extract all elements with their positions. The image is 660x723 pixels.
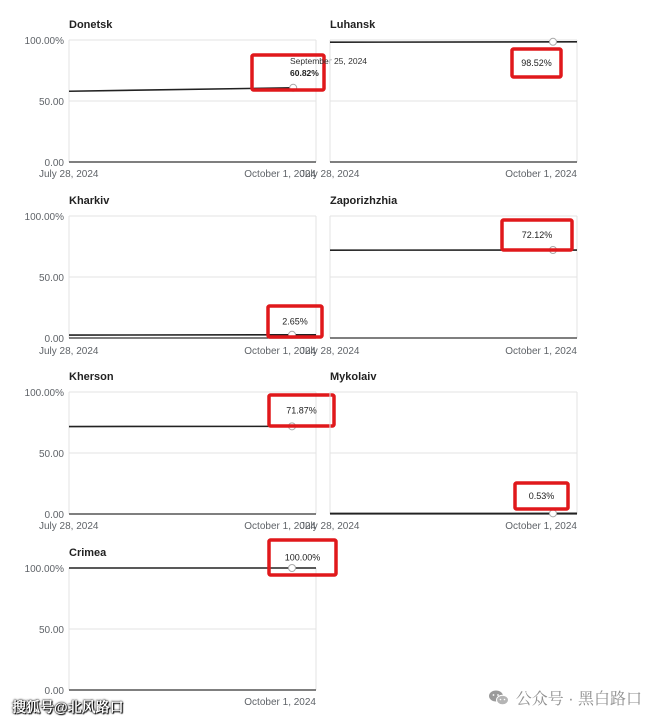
tooltip-date: September 25, 2024	[290, 56, 368, 66]
y-tick-label: 50.00	[38, 97, 64, 108]
watermark-right-text: 公众号 · 黑白路口	[515, 691, 642, 708]
tooltip-value: 0.53%	[528, 491, 555, 501]
tooltip-value: 98.52%	[521, 58, 552, 68]
x-tick-label: October 1, 2024	[244, 346, 316, 357]
x-tick-label: July 28, 2024	[39, 346, 99, 357]
y-tick-label: 0.00	[44, 334, 64, 345]
y-tick-label: 50.00	[38, 273, 64, 284]
watermark-left: 搜狐号@北风路口	[12, 699, 124, 715]
x-tick-label: October 1, 2024	[244, 169, 316, 180]
chart-mykolaiv	[300, 371, 577, 532]
tooltip-value: 60.82%	[290, 68, 319, 78]
wechat-icon	[488, 689, 510, 707]
y-tick-label: 0.00	[44, 510, 64, 521]
watermark-right	[488, 686, 642, 709]
chart-title: Kharkiv	[69, 195, 110, 207]
x-tick-label: October 1, 2024	[244, 521, 316, 532]
y-tick-label: 50.00	[38, 625, 64, 636]
x-tick-label: October 1, 2024	[505, 346, 577, 357]
chart-kherson	[25, 371, 334, 532]
x-tick-label: October 1, 2024	[505, 521, 577, 532]
y-tick-label: 50.00	[38, 449, 64, 460]
x-tick-label: October 1, 2024	[505, 169, 577, 180]
chart-title: Crimea	[69, 547, 107, 559]
y-tick-label: 100.00%	[24, 36, 64, 47]
data-point-marker	[289, 565, 296, 572]
chart-luhansk	[300, 19, 577, 180]
x-tick-label: October 1, 2024	[244, 697, 316, 708]
chart-donetsk	[25, 19, 368, 180]
tooltip-value: 72.12%	[521, 230, 553, 240]
chart-title: Mykolaiv	[330, 371, 377, 383]
y-tick-label: 100.00%	[24, 212, 64, 223]
y-tick-label: 100.00%	[24, 564, 64, 575]
y-tick-label: 0.00	[44, 686, 64, 697]
chart-kharkiv	[25, 195, 322, 357]
tooltip-value: 100.00%	[284, 552, 321, 563]
chart-title: Luhansk	[330, 19, 376, 31]
chart-title: Kherson	[69, 371, 114, 383]
y-tick-label: 0.00	[44, 158, 64, 169]
data-point-marker	[550, 510, 557, 517]
data-point-marker	[550, 38, 557, 45]
x-tick-label: July 28, 2024	[300, 169, 360, 180]
chart-zaporizhzhia	[300, 195, 577, 357]
chart-crimea	[25, 540, 336, 708]
chart-title: Donetsk	[69, 19, 113, 31]
y-tick-label: 100.00%	[24, 388, 64, 399]
tooltip-value: 71.87%	[286, 405, 317, 416]
x-tick-label: July 28, 2024	[39, 169, 99, 180]
x-tick-label: July 28, 2024	[39, 521, 99, 532]
tooltip-value: 2.65%	[282, 316, 308, 327]
x-tick-label: July 28, 2024	[300, 346, 360, 357]
chart-title: Zaporizhzhia	[330, 195, 398, 207]
x-tick-label: July 28, 2024	[300, 521, 360, 532]
